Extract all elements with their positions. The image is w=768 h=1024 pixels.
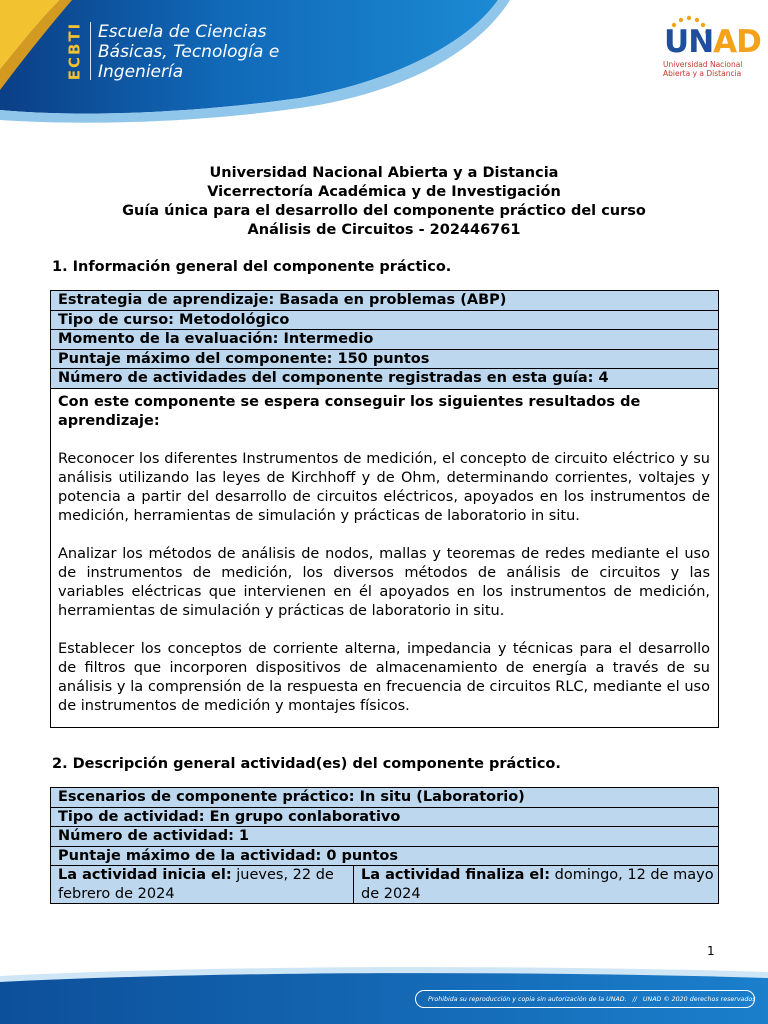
table-row: Tipo de curso: Metodológico [51,311,718,331]
school-name-line: Básicas, Tecnología e [98,42,280,62]
activity-end-value: domingo, 12 de mayo de 2024 [361,867,714,902]
school-name [98,22,279,82]
table-row: Puntaje máximo del componente: 150 puntos [51,350,718,370]
header-banner [0,0,768,130]
unad-logo-ad: AD [713,24,761,60]
table-row: Momento de la evaluación: Intermedio [51,330,718,350]
section-1-table [50,290,719,728]
page-number: 1 [707,944,715,958]
table-row: Escenarios de componente práctico: In situ (Laboratorio) [51,788,718,808]
table-row: Número de actividad: 1 [51,827,718,847]
section-1-heading: 1. Información general del componente práctico. [52,259,452,275]
activity-end-cell [354,866,718,903]
unad-logo [660,14,761,84]
footer-notice: Prohibida su reproducción y copia sin autorización de la UNAD. [428,995,627,1003]
table-row: Tipo de actividad: En grupo conlaborativo [51,808,718,828]
title-line: Vicerrectoría Académica y de Investigación [207,184,561,200]
document-title [0,164,768,240]
activity-start-cell [51,866,354,903]
ecbti-text: ECBTI [65,21,84,81]
section-2-heading: 2. Descripción general actividad(es) del componente práctico. [52,756,561,772]
unad-logo-subtitle-line: Abierta y a Distancia [663,69,742,78]
unad-logo-u: U [664,24,689,60]
title-line: Guía única para el desarrollo del componente práctico del curso [122,203,646,219]
learning-result-paragraph: Reconocer los diferentes Instrumentos de medición, el concepto de circuito eléctrico y su análisis utilizando las leyes de Kirchhoff y de Ohm, determinando corrientes, voltajes y potencia a partir del desarrollo de circuitos eléctricos, apoyados en los instrumentos de medición, herramientas de simulación y prácticas de laboratorio in situ. [58,450,710,524]
activity-dates-row [51,866,718,903]
table-row: Número de actividades del componente registradas en esta guía: 4 [51,369,718,389]
learning-results-cell [51,389,718,727]
footer-rights: UNAD © 2020 derechos reservados [642,995,756,1003]
learning-results-heading: Con este componente se espera conseguir los siguientes resultados de aprendizaje: [58,393,641,429]
learning-result-paragraph: Analizar los métodos de análisis de nodos, mallas y teoremas de redes mediante el uso de instrumentos de medición, los diversos métodos de análisis de circuitos y las variables eléctricas que intervienen en él apoyados en los instrumentos de medición, herramientas de simulación y prácticas de laboratorio in situ. [58,545,710,619]
learning-result-paragraph: Establecer los conceptos de corriente alterna, impedancia y técnicas para el desarrollo de filtros que incorporen dispositivos de almacenamiento de energía a través de su análisis y la comprensión de la respuesta en frecuencia de circuitos RLC, mediante el uso de instrumentos de medición y montajes físicos. [58,640,710,714]
title-line: Análisis de Circuitos - 202446761 [247,222,521,238]
title-line: Universidad Nacional Abierta y a Distancia [209,165,559,181]
school-name-line: Ingeniería [98,62,184,82]
unad-logo-subtitle-line: Universidad Nacional [663,60,743,69]
footer-notice-pill [415,990,755,1008]
activity-start-value: jueves, 22 de febrero de 2024 [58,867,334,902]
table-row: Puntaje máximo de la actividad: 0 puntos [51,847,718,867]
footer-banner [0,962,768,1024]
activity-start-label: La actividad inicia el: [58,867,232,883]
table-row: Estrategia de aprendizaje: Basada en problemas (ABP) [51,291,718,311]
activity-end-label: La actividad finaliza el: [361,867,551,883]
unad-logo-word [664,24,761,60]
school-name-line: Escuela de Ciencias [98,22,267,42]
section-2-table [50,787,719,904]
footer-separator: // [632,995,637,1003]
unad-logo-subtitle [663,60,742,78]
unad-logo-n: N [688,24,714,60]
banner-divider [90,22,91,80]
ecbti-vertical-label [64,18,84,84]
